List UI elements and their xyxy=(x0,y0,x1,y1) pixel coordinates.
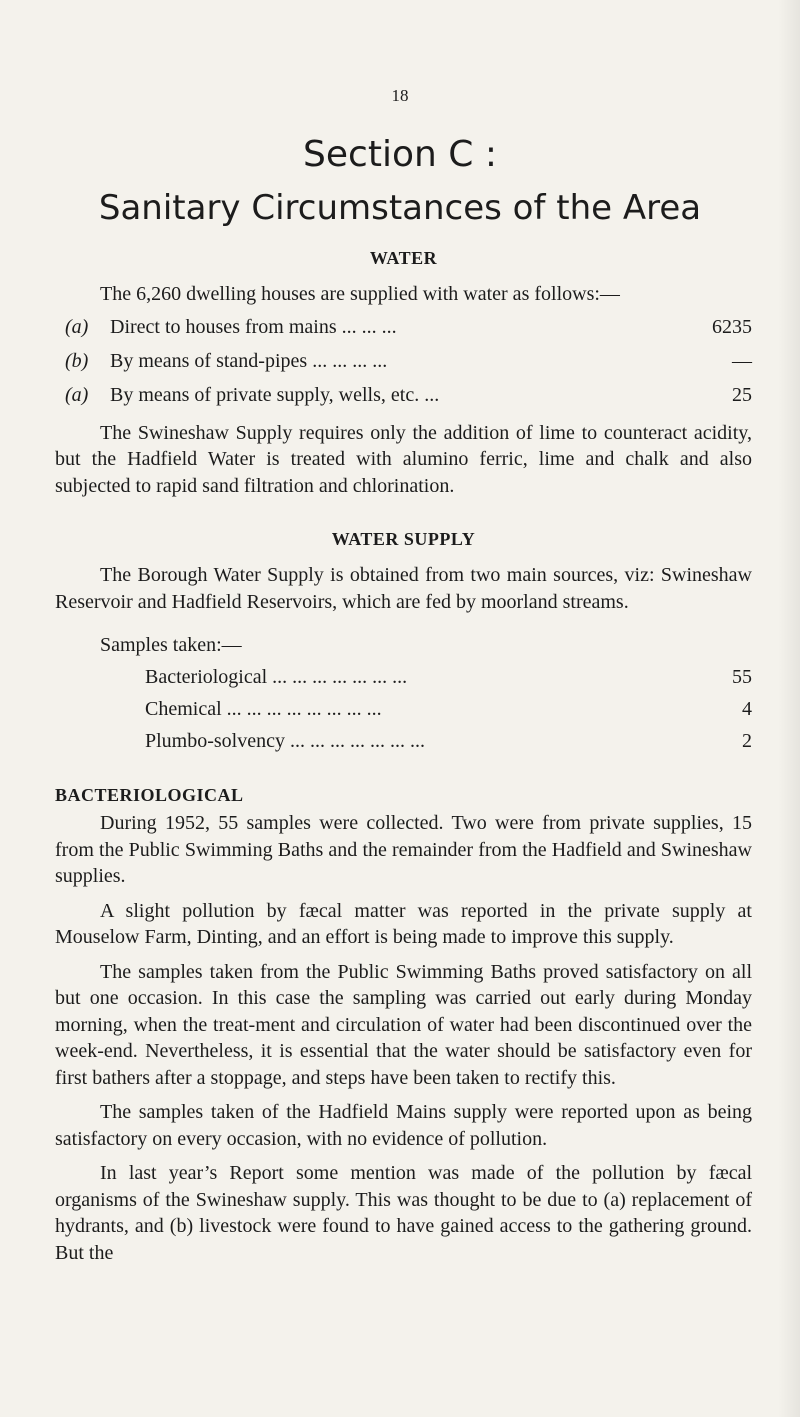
list-marker: (b) xyxy=(65,349,89,372)
list-value: 25 xyxy=(732,383,752,406)
samples-label: Samples taken:— xyxy=(100,634,242,656)
list-item xyxy=(65,378,752,412)
samples-items xyxy=(100,661,752,757)
water-heading: WATER xyxy=(369,248,438,268)
bacteriological-paragraph: A slight pollution by fæcal matter was reported in the private supply at Mouselow Farm, Dinting, and an effort is being made to improve this supply. xyxy=(55,899,752,948)
sample-type: Bacteriological ... ... ... ... ... ... ... xyxy=(145,666,408,688)
section-title: Section C : xyxy=(303,134,497,175)
bacteriological-paragraph: In last year’s Report some mention was made of the pollution by fæcal organisms of the Swineshaw supply. This was thought to be due to (a) replacement of hydrants, and (b) livestock were found to have gained access to the gathering ground. But the xyxy=(55,1162,752,1264)
body-text xyxy=(55,248,752,1266)
water-sources-paragraph: The Borough Water Supply is obtained from two main sources, viz: Swineshaw Reservoir and Hadfield Reservoirs, which are fed by moorland streams. xyxy=(55,564,752,613)
bacteriological-paragraph: The samples taken of the Hadfield Mains supply were reported upon as being satisfactory on every occasion, with no evidence of pollution. xyxy=(55,1101,752,1150)
list-label: By means of stand-pipes ... ... ... ... xyxy=(110,349,388,372)
water-supply-list xyxy=(55,310,752,412)
sample-count: 55 xyxy=(732,666,752,688)
list-label: Direct to houses from mains ... ... ... xyxy=(110,315,397,338)
sample-type: Plumbo-solvency ... ... ... ... ... ... ... xyxy=(145,730,425,752)
bacteriological-paragraph: The samples taken from the Public Swimming Baths proved satisfactory on all but one occasion. In this case the sampling was carried out early during Monday morning, when the treat-ment and circulation of water had been discontinued over the week-end. Nevertheless, it is essential that the water should be satisfactory even for first bathers after a stoppage, and steps have been taken to rectify this. xyxy=(55,960,752,1089)
water-treatment-paragraph: The Swineshaw Supply requires only the addition of lime to counteract acidity, but the Hadfield Water is treated with alumino ferric, lime and chalk and also subjected to rapid sand filtration and chlorination. xyxy=(55,421,752,497)
list-value: — xyxy=(732,349,752,372)
samples-list xyxy=(55,629,752,757)
section-subtitle: Sanitary Circumstances of the Area xyxy=(98,188,702,228)
bacteriological-paragraph: During 1952, 55 samples were collected. Two were from private supplies, 15 from the Public Swimming Baths and the remainder from the Hadfield and Swineshaw supplies. xyxy=(55,812,752,887)
sample-count: 4 xyxy=(742,698,752,720)
samples-label-row xyxy=(100,629,752,661)
list-marker: (a) xyxy=(65,383,89,406)
bacteriological-heading: BACTERIOLOGICAL xyxy=(55,785,244,805)
list-item xyxy=(145,693,752,725)
list-marker: (a) xyxy=(65,315,89,338)
list-value: 6235 xyxy=(712,315,752,338)
list-item xyxy=(145,725,752,757)
list-item xyxy=(145,661,752,693)
water-supply-heading: WATER SUPPLY xyxy=(331,529,476,549)
list-item xyxy=(65,344,752,378)
list-item xyxy=(65,310,752,344)
water-intro: The 6,260 dwelling houses are supplied with water as follows:— xyxy=(100,283,620,305)
list-label: By means of private supply, wells, etc. ... xyxy=(110,383,440,406)
page-number: 18 xyxy=(391,86,409,105)
sample-type: Chemical ... ... ... ... ... ... ... ... xyxy=(145,698,382,720)
sample-count: 2 xyxy=(742,730,752,752)
